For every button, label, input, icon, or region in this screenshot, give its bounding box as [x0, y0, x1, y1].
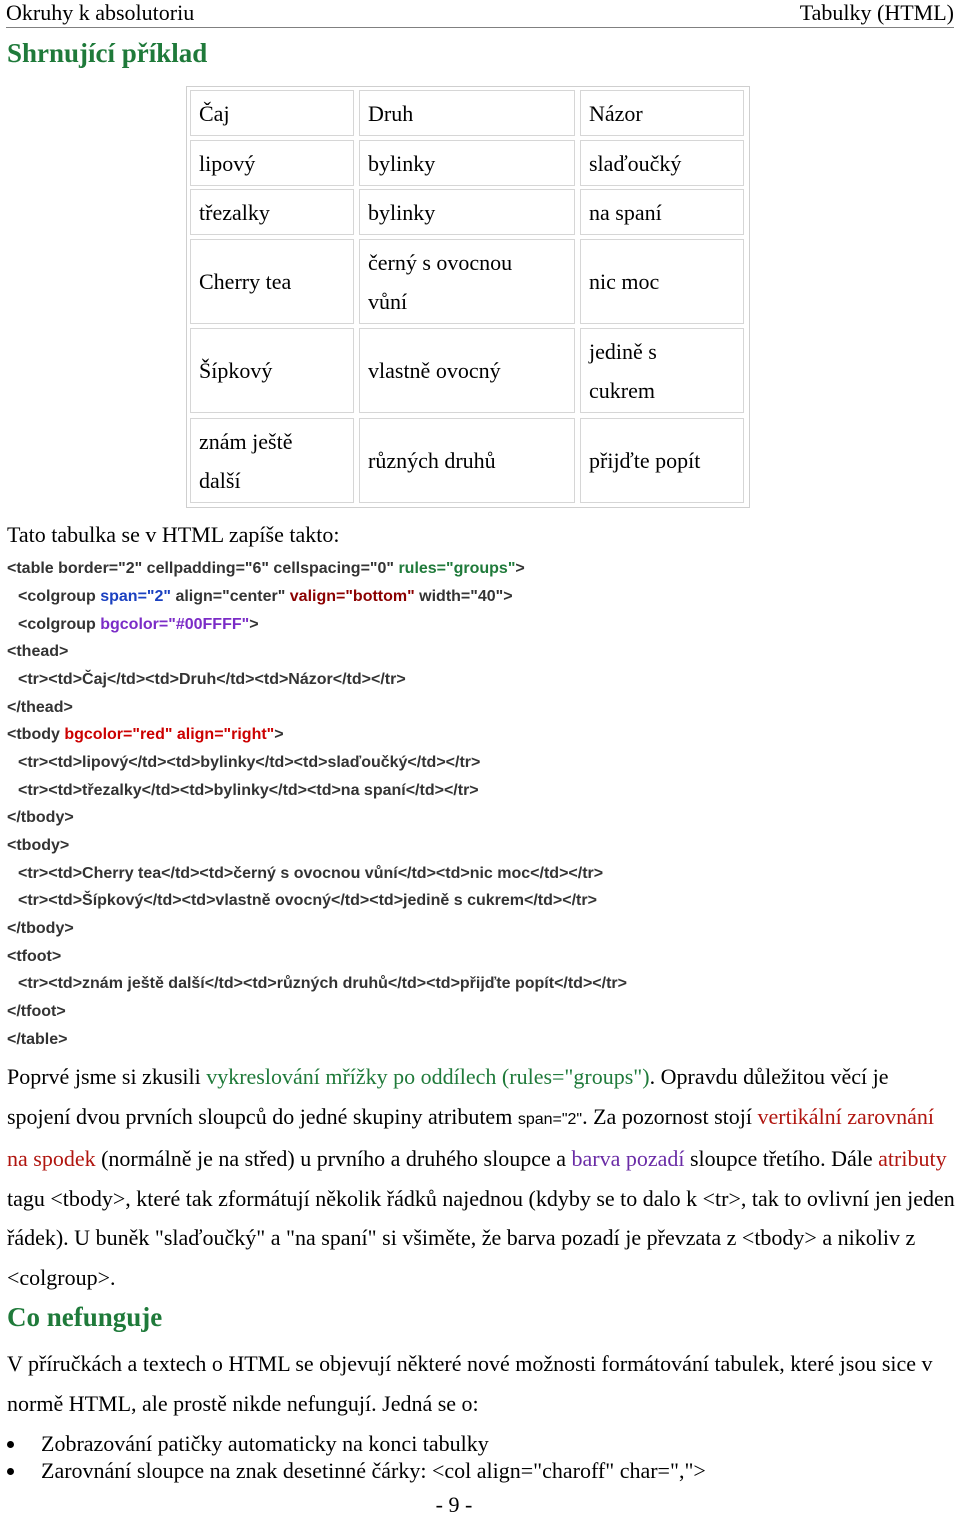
table-cell: Čaj [190, 90, 354, 136]
table-cell: na spaní [580, 189, 744, 235]
list-item: Zobrazování patičky automaticky na konci tabulky [0, 1430, 706, 1457]
code-line: </thead> [7, 699, 73, 716]
code-line: </tbody> [7, 809, 74, 826]
page-header [6, 0, 954, 28]
explanation-paragraph: Poprvé jsme si zkusili vykreslování mřížky po oddílech (rules="groups"). Opravdu důležitou věcí je spojení dvou prvních sloupců do jedné skupiny atributem span="2". Za pozornost stojí vertikální zarovnání na spodek (normálně je na střed) u prvního a druhého sloupce a barva pozadí sloupce třetího. Dále atributy tagu <tbody>, které tak zformátují několik řádků najednou (kdyby se to dalo k <tr>, tak to ovlivní jen jeden řádek). U buněk "slaďoučký" a "na spaní" si všiměte, že barva pozadí je převzata z <tbody> a nikoliv z <colgroup>. [7, 1064, 955, 1290]
list-item: Zarovnání sloupce na znak desetinné čárky: <col align="charoff" char=","> [0, 1457, 706, 1484]
table-cell: Druh [359, 90, 575, 136]
table-cell: lipový [190, 140, 354, 186]
code-line: <tr><td>Čaj</td><td>Druh</td><td>Názor</td></tr> [18, 671, 406, 688]
table-cell: Názor [580, 90, 744, 136]
intro-text: Tato tabulka se v HTML zapíše takto: [7, 522, 340, 547]
code-line: </table> [7, 1031, 68, 1048]
code-line: <tr><td>lipový</td><td>bylinky</td><td>slaďoučký</td></tr> [18, 754, 481, 771]
table-cell: nic moc [580, 239, 744, 324]
code-line: </tbody> [7, 920, 74, 937]
code-line: <tbody> [7, 837, 70, 854]
code-line: <colgroup bgcolor="#00FFFF"> [18, 616, 259, 633]
demo-table [186, 86, 750, 508]
section-heading-nefunguje: Co nefunguje [7, 1302, 163, 1332]
code-line: <tfoot> [7, 948, 62, 965]
header-left-title: Okruhy k absolutoriu [6, 0, 195, 25]
highlight-text: vykreslování mřížky po oddílech (rules="groups") [206, 1064, 650, 1089]
nefunguje-paragraph: V příručkách a textech o HTML se objevují některé nové možnosti formátování tabulek, které jsou sice v normě HTML, ale prostě nikde nefungují. Jedná se o: [7, 1351, 933, 1416]
table-cell: Šípkový [190, 328, 354, 413]
table-cell: znám ještě další [190, 418, 354, 503]
bullet-list [0, 1430, 706, 1484]
table-cell: bylinky [359, 140, 575, 186]
table-cell: třezalky [190, 189, 354, 235]
code-line: <tr><td>Šípkový</td><td>vlastně ovocný</td><td>jedině s cukrem</td></tr> [18, 892, 597, 909]
table-cell: jedině s cukrem [580, 328, 744, 413]
table-cell: černý s ovocnou vůní [359, 239, 575, 324]
code-line: <tbody bgcolor="red" align="right"> [7, 726, 284, 743]
table-cell: různých druhů [359, 418, 575, 503]
table-cell: přijďte popít [580, 418, 744, 503]
table-cell: Cherry tea [190, 239, 354, 324]
page-number: - 9 - [435, 1492, 473, 1517]
section-heading-summary: Shrnující příklad [7, 38, 208, 68]
code-line: <tr><td>Cherry tea</td><td>černý s ovocnou vůní</td><td>nic moc</td></tr> [18, 865, 604, 882]
highlight-text: atributy [878, 1146, 947, 1172]
table-cell: vlastně ovocný [359, 328, 575, 413]
table-cell: bylinky [359, 189, 575, 235]
code-line: <table border="2" cellpadding="6" cellspacing="0" rules="groups"> [7, 560, 525, 577]
code-line: <thead> [7, 643, 69, 660]
code-line: <tr><td>třezalky</td><td>bylinky</td><td>na spaní</td></tr> [18, 782, 479, 799]
table-cell: slaďoučký [580, 140, 744, 186]
highlight-text: barva pozadí [571, 1146, 685, 1172]
header-right-title: Tabulky (HTML) [799, 0, 954, 25]
code-line: <colgroup span="2" align="center" valign="bottom" width="40"> [18, 588, 513, 605]
highlight-text: vertikální zarovnání na spodek [7, 1103, 935, 1172]
code-line: <tr><td>znám ještě další</td><td>různých druhů</td><td>přijďte popít</td></tr> [18, 975, 627, 992]
code-line: </tfoot> [7, 1003, 66, 1020]
